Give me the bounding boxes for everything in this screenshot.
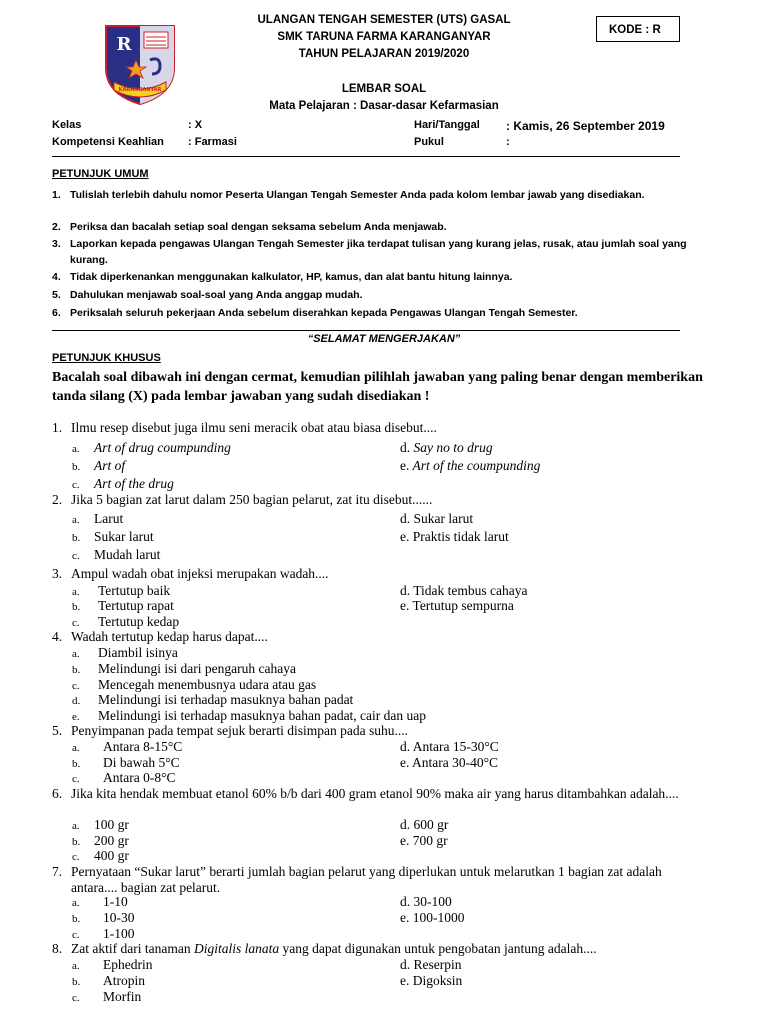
- option: d. Say no to drug: [400, 440, 493, 455]
- option: d. Reserpin: [400, 957, 462, 972]
- option: e. 100-1000: [400, 910, 465, 925]
- petunjuk-item: 6. Periksalah seluruh pekerjaan Anda sebelum diserahkan kepada Pengawas Ulangan Tengah Semester.: [52, 307, 578, 319]
- option: c. 400 gr: [72, 848, 129, 863]
- option: e. Digoksin: [400, 973, 463, 988]
- option: a. Larut: [72, 511, 124, 526]
- option: c. Mudah larut: [72, 547, 161, 562]
- exam-title: ULANGAN TENGAH SEMESTER (UTS) GASAL: [257, 14, 511, 26]
- kelas-label: Kelas: [52, 119, 82, 131]
- option: b. Sukar larut: [72, 529, 154, 544]
- option: b. 10-30: [72, 910, 135, 925]
- option: b. Melindungi isi dari pengaruh cahaya: [72, 661, 296, 676]
- question: 2. Jika 5 bagian zat larut dalam 250 bagian pelarut, zat itu disebut......: [52, 492, 433, 507]
- pukul-value: :: [506, 136, 510, 148]
- question: 8. Zat aktif dari tanaman Digitalis lanata yang dapat digunakan untuk pengobatan jantung adalah....: [52, 941, 597, 956]
- sheet-title: LEMBAR SOAL: [341, 83, 427, 95]
- divider: [52, 156, 680, 157]
- option: a. Tertutup baik: [72, 583, 171, 598]
- option: e. Praktis tidak larut: [400, 529, 509, 544]
- kompetensi-value: : Farmasi: [188, 136, 237, 148]
- svg-text:R: R: [116, 34, 132, 55]
- option: a. 1-10: [72, 894, 128, 909]
- petunjuk-item: 4. Tidak diperkenankan menggunakan kalkulator, HP, kamus, dan alat bantu hitung lainnya.: [52, 271, 513, 283]
- question: 7. Pernyataan “Sukar larut” berarti jumlah bagian pelarut yang diperlukan untuk melarutkan 1 bagian zat adalah antara.... bagian zat pelarut.: [52, 864, 662, 895]
- petunjuk-umum-title: PETUNJUK UMUM: [52, 168, 149, 180]
- petunjuk-khusus-title: PETUNJUK KHUSUS: [52, 352, 161, 364]
- option: d. 600 gr: [400, 817, 449, 832]
- option: d. Sukar larut: [400, 511, 474, 526]
- kompetensi-label: Kompetensi Keahlian: [52, 136, 164, 148]
- option: e. Melindungi isi terhadap masuknya bahan padat, cair dan uap: [72, 708, 427, 723]
- option: b. 200 gr: [72, 833, 129, 848]
- question: 5. Penyimpanan pada tempat sejuk berarti disimpan pada suhu....: [52, 723, 409, 738]
- kelas-value: : X: [188, 119, 203, 131]
- option: d. Tidak tembus cahaya: [400, 583, 528, 598]
- option: d. Melindungi isi terhadap masuknya bahan padat: [72, 692, 354, 707]
- question: 6. Jika kita hendak membuat etanol 60% b/b dari 400 gram etanol 90% maka air yang harus ditambahkan adalah....: [52, 786, 679, 801]
- svg-text:KARANGANYAR: KARANGANYAR: [118, 87, 162, 93]
- option: c. Morfin: [72, 989, 142, 1004]
- option: a. Ephedrin: [72, 957, 153, 972]
- option: a. Diambil isinya: [72, 645, 178, 660]
- school-name: SMK TARUNA FARMA KARANGANYAR: [277, 31, 491, 43]
- academic-year: TAHUN PELAJARAN 2019/2020: [298, 48, 470, 60]
- pukul-label: Pukul: [414, 136, 444, 148]
- petunjuk-item: 1. Tulislah terlebih dahulu nomor Peserta Ulangan Tengah Semester Anda pada kolom lembar jawab yang disediakan.: [52, 189, 645, 201]
- option: c. Tertutup kedap: [72, 614, 180, 629]
- divider: [52, 330, 680, 331]
- hari-label: Hari/Tanggal: [414, 119, 480, 131]
- question: 1. Ilmu resep disebut juga ilmu seni meracik obat atau biasa disebut....: [52, 420, 437, 435]
- option: e. 700 gr: [400, 833, 448, 848]
- option: c. 1-100: [72, 926, 135, 941]
- petunjuk-item: 2. Periksa dan bacalah setiap soal dengan seksama sebelum Anda menjawab.: [52, 221, 447, 233]
- exam-code-box: KODE : R: [596, 16, 680, 42]
- special-instruction: Bacalah soal dibawah ini dengan cermat, kemudian pilihlah jawaban yang paling benar dengan memberikan tanda silang (X) pada lembar jawaban yang sudah disediakan !: [52, 370, 703, 404]
- selamat-mengerjakan: “SELAMAT MENGERJAKAN”: [307, 333, 461, 345]
- petunjuk-item: 5. Dahulukan menjawab soal-soal yang Anda anggap mudah.: [52, 289, 363, 301]
- question: 3. Ampul wadah obat injeksi merupakan wadah....: [52, 566, 329, 581]
- option: e. Art of the coumpunding: [400, 458, 541, 473]
- question: 4. Wadah tertutup kedap harus dapat....: [52, 629, 268, 644]
- option: c. Art of the drug: [72, 476, 174, 491]
- hari-value: : Kamis, 26 September 2019: [506, 119, 665, 133]
- school-logo: [100, 20, 180, 106]
- option: a. Antara 8-15°C: [72, 739, 183, 754]
- option: d. 30-100: [400, 894, 452, 909]
- option: b. Di bawah 5°C: [72, 755, 180, 770]
- option: e. Antara 30-40°C: [400, 755, 499, 770]
- option: b. Atropin: [72, 973, 145, 988]
- option: c. Mencegah menembusnya udara atau gas: [72, 677, 317, 692]
- option: c. Antara 0-8°C: [72, 770, 176, 785]
- petunjuk-item: 3. Laporkan kepada pengawas Ulangan Tengah Semester jika terdapat tulisan yang kurang jelas, rusak, atau jumlah soal yang kurang.: [52, 238, 687, 266]
- option: a. Art of drug coumpunding: [72, 440, 231, 455]
- option: b. Art of: [72, 458, 126, 473]
- option: e. Tertutup sempurna: [400, 598, 514, 613]
- subject-line: Mata Pelajaran : Dasar-dasar Kefarmasian: [269, 100, 499, 112]
- option: a. 100 gr: [72, 817, 129, 832]
- option: d. Antara 15-30°C: [400, 739, 499, 754]
- option: b. Tertutup rapat: [72, 598, 174, 613]
